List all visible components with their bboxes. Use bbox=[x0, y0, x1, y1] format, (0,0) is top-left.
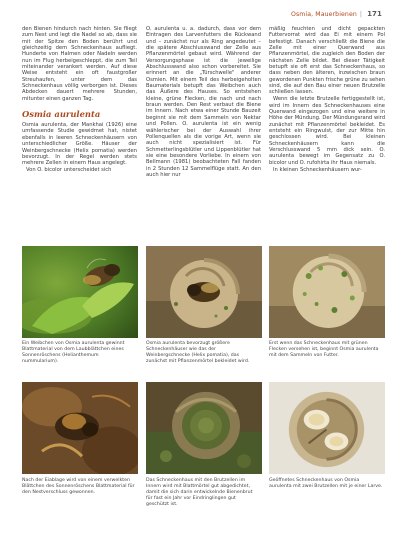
paragraph: In kleinen Schneckenhäusern wur- bbox=[273, 166, 362, 173]
paragraph: O. aurulenta u. a. dadurch, dass vor dem Eintragen des Larvenfutters die Rückwand und – zunächst nur als Ring angedeutet – die spätere Abschlusswand der Zelle aus Pflanzenmörtel gebaut wird. Während der Versorgungsphase ist die jeweilige Abschlusswand also schon vorbereitet. Sie erinnert an die „Türschwelle" anderer Osmien. Mit einem Teil des herbeigeholten Baumaterials betupft das Weibchen auch das Äußere des Hauses. So entstehen kleine, grüne Flecken, die nach und nach braun werden. Den Rest verbaut die Biene im Innern. Nach etwa einer Stunde Bauzeit beginnt sie mit dem Sammeln von Nektar und Pollen. O. aurulenta ist ein wenig wählerischer bei der Auswahl ihrer Pollenquellen als die vorige Art, wenn sie auch nicht spezialisiert ist. Für Schmetterlingsblütler und Lippenblütler hat sie eine besondere Vorliebe. In einem von Bellmann (1981) beobachteten Fall fanden in 2 Stunden 12 Sammelflüge statt. An den auch hier nur bbox=[146, 26, 261, 178]
header-separator: | bbox=[359, 11, 363, 18]
paragraph: den Bienen hindurch nach hinten. Sie fliegt zum Nest und legt die Nadel so ab, dass sie mit der Spitze den Boden berührt und gleichzeitig dem Schneckenhaus aufliegt. Hunderte von Halmen oder Nadeln werden nun im Flug herbeigeschleppt, die zum Teil miteinander verankert werden. Auf diese Weise entsteht ein oft faustgroßer Streuhaufen, unter dem das Schneckenhaus völlig verborgen ist. Dieses Abdecken dauert mehrere Stunden, mitunter einen ganzen Tag. bbox=[22, 26, 137, 102]
paragraph: Osmia aurulenta, der Mankhai (1926) eine umfassende Studie gewidmet hat, nistet ebenfalls in leeren Schneckenhäusern von unterschiedlicher Größe. Häuser der Weinbergschnecke (Helix pomatia) werden bevorzugt. In der Regel werden stets mehrere Zellen in einem Haus angelegt. bbox=[22, 122, 137, 167]
photo-caption: Osmia aurulenta bevorzugt größere Schneckenhäuser wie das der Weinbergschnecke (Helix pomatia), das zunächst mit Pflanzenmörtel bekleidet wird. bbox=[146, 341, 250, 364]
photo-caption: Ein Weibchen von Osmia aurulenta gewinnt Blattmaterial von dem Laubblättchen eines Sonnenröschens (Helianthemum nummularium). bbox=[22, 341, 125, 364]
photo-caption: Geöffnetes Schneckenhaus von Osmia aurulenta mit zwei Brutzellen mit je einer Larve. bbox=[269, 478, 383, 489]
photo-caption: Das Schneckenhaus mit den Brutzellen im Innern wird mit Blattmörtel gut abgedichtet, damit die sich darin entwickelnde Bienenbrut für fast ein Jahr vor Eindringlingen gut geschützt ist. bbox=[146, 478, 253, 507]
paragraph: mäßig feuchten und dicht gepackten Futtervorrat wird das Ei mit einem Pol befestigt. Danach verschließt die Biene die Zelle mit einer Querwand aus Pflanzenmörtel, die zugleich den Boden der nächsten Zelle bildet. Bei dieser Tätigkeit betupft sie oft erst das Schneckenhaus, so dass neben den älteren, inzwischen braun gewordenen Punkten frische grüne zu sehen sind, die auf den Bau einer neuen Brutzelle schließen lassen. bbox=[269, 26, 385, 96]
text-column-3 bbox=[269, 26, 385, 173]
photo-caption: Erst wenn das Schneckenhaus mit grünen Flecken versehen ist, beginnt Osmia aurulenta mit dem Sammeln von Futter. bbox=[269, 341, 379, 358]
photo-bee-dry-leaf bbox=[22, 382, 138, 475]
photo-sealed-shell bbox=[146, 382, 262, 475]
text-column-1 bbox=[22, 26, 137, 174]
photo-bee-on-leaf bbox=[22, 246, 138, 338]
running-head bbox=[291, 10, 382, 18]
section-title: Osmia aurulenta bbox=[22, 109, 101, 120]
paragraph: Von O. bicolor unterscheidet sich bbox=[26, 167, 112, 174]
page-number: 171 bbox=[367, 10, 382, 18]
paragraph: Wenn die letzte Brutzelle fertiggestellt ist, wird im Innern des Schneckenhauses eine Querwand eingezogen und eine weitere in Höhe der Mündung. Der Mündungsrand wird zunächst mit Pflanzenmörtel bekleidet. Es entsteht ein Ringwulst, der zur Mitte hin geschlossen wird. Bei kleinen Schneckenhäusern kann die Verschlusswand 5 mm dick sein. O. aurulenta bewegt im Gegensatz zu O. bicolor und O. rufohirta ihr Haus niemals. bbox=[269, 96, 385, 166]
photo-caption: Nach der Eiablage wird von einem verwelkten Blättchen des Sonnenröschens Blattmaterial für den Nestverschluss gewonnen. bbox=[22, 478, 135, 495]
photo-bee-at-shell bbox=[146, 246, 262, 338]
photo-shell-green-spots bbox=[269, 246, 386, 338]
section-label: Osmia, Mauerbienen bbox=[291, 11, 357, 18]
photo-opened-shell-larvae bbox=[269, 382, 386, 475]
text-column-2 bbox=[146, 26, 261, 179]
